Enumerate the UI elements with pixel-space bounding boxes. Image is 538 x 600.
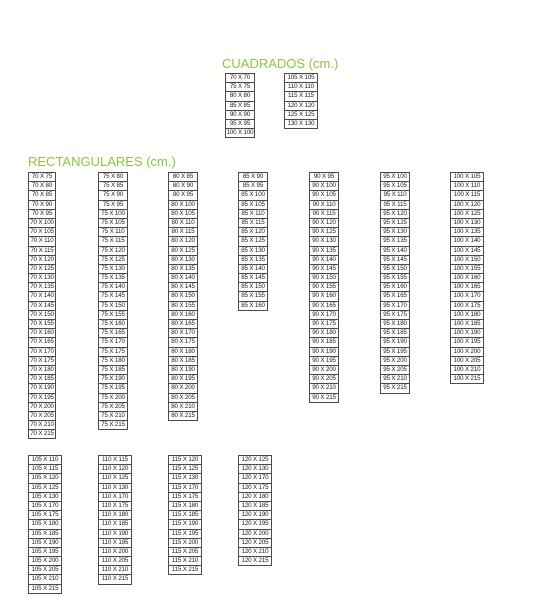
size-cell: 100 X 185: [451, 320, 483, 329]
size-cell: 75 X 170: [99, 338, 127, 347]
size-cell: 80 X 120: [169, 237, 197, 246]
size-cell: 100 X 145: [451, 247, 483, 256]
size-cell: 80 X 95: [169, 191, 197, 200]
rectangulares-column-4: [238, 172, 268, 311]
size-cell: 110 X 205: [99, 557, 131, 566]
rectangulares-column-3: [168, 172, 198, 421]
size-cell: 95 X 200: [381, 357, 409, 366]
size-cell: 120 X 170: [239, 474, 271, 483]
size-cell: 90 X 100: [310, 182, 338, 191]
size-cell: 100 X 135: [451, 228, 483, 237]
size-cell: 100 X 205: [451, 357, 483, 366]
size-cell: 70 X 110: [29, 237, 55, 246]
size-cell: 100 X 190: [451, 329, 483, 338]
size-cell: 95 X 190: [381, 338, 409, 347]
size-cell: 75 X 100: [99, 210, 127, 219]
size-cell: 105 X 180: [29, 520, 61, 529]
size-cell: 70 X 200: [29, 403, 55, 412]
size-cell: 70 X 145: [29, 302, 55, 311]
size-cell: 70 X 180: [29, 366, 55, 375]
size-cell: 80 X 80: [226, 92, 254, 101]
size-cell: 70 X 70: [226, 74, 254, 83]
size-cell: 115 X 130: [169, 474, 201, 483]
size-cell: 95 X 150: [381, 265, 409, 274]
size-cell: 80 X 215: [171, 411, 195, 419]
size-cell: 80 X 185: [169, 357, 197, 366]
size-cell: 115 X 120: [169, 456, 201, 465]
size-cell: 90 X 95: [310, 173, 338, 182]
size-cell: 95 X 95: [226, 120, 254, 129]
size-cell: 90 X 140: [310, 256, 338, 265]
size-cell: 80 X 200: [169, 384, 197, 393]
size-cell: 115 X 210: [169, 557, 201, 566]
size-cell: 110 X 120: [99, 465, 131, 474]
size-cell: 95 X 145: [381, 256, 409, 265]
size-cell: 90 X 90: [226, 111, 254, 120]
size-cell: 110 X 170: [99, 493, 131, 502]
size-cell: 100 X 100: [226, 129, 254, 137]
size-cell: 100 X 180: [451, 311, 483, 320]
size-cell: 100 X 155: [451, 265, 483, 274]
size-cell: 105 X 190: [29, 539, 61, 548]
size-cell: 70 X 105: [29, 228, 55, 237]
size-cell: 110 X 180: [99, 511, 131, 520]
size-cell: 120 X 200: [239, 530, 271, 539]
size-cell: 120 X 210: [239, 548, 271, 557]
size-cell: 70 X 80: [29, 182, 55, 191]
size-cell: 90 X 180: [310, 329, 338, 338]
size-cell: 100 X 170: [451, 292, 483, 301]
size-cell: 105 X 175: [29, 511, 61, 520]
size-cell: 90 X 190: [310, 348, 338, 357]
size-cell: 70 X 170: [29, 348, 55, 357]
size-cell: 95 X 105: [381, 182, 409, 191]
size-cell: 75 X 80: [99, 173, 127, 182]
size-cell: 105 X 110: [29, 456, 61, 465]
size-cell: 85 X 150: [239, 283, 267, 292]
size-cell: 110 X 130: [99, 484, 131, 493]
size-cell: 105 X 115: [29, 465, 61, 474]
size-cell: 110 X 190: [99, 530, 131, 539]
size-cell: 80 X 205: [169, 394, 197, 403]
size-cell: 110 X 115: [99, 456, 131, 465]
size-cell: 115 X 175: [169, 493, 201, 502]
size-cell: 70 X 90: [29, 201, 55, 210]
size-cell: 70 X 175: [29, 357, 55, 366]
size-cell: 100 X 140: [451, 237, 483, 246]
size-cell: 75 X 125: [99, 256, 127, 265]
size-cell: 85 X 155: [239, 292, 267, 301]
rectangulares-column-10: [168, 455, 202, 575]
size-cell: 75 X 215: [101, 421, 125, 429]
size-cell: 95 X 120: [381, 210, 409, 219]
size-cell: 85 X 160: [241, 301, 265, 309]
size-cell: 100 X 125: [451, 210, 483, 219]
size-cell: 85 X 100: [239, 191, 267, 200]
size-cell: 90 X 130: [310, 237, 338, 246]
size-cell: 115 X 115: [285, 92, 317, 101]
size-cell: 115 X 205: [169, 548, 201, 557]
size-cell: 80 X 115: [169, 228, 197, 237]
size-cell: 85 X 115: [239, 219, 267, 228]
size-cell: 90 X 170: [310, 311, 338, 320]
size-cell: 90 X 200: [310, 366, 338, 375]
size-cell: 70 X 205: [29, 412, 55, 421]
size-cell: 105 X 120: [29, 474, 61, 483]
size-cell: 90 X 185: [310, 338, 338, 347]
size-cell: 95 X 110: [381, 191, 409, 200]
size-cell: 80 X 210: [169, 403, 197, 412]
size-cell: 90 X 155: [310, 283, 338, 292]
size-cell: 95 X 140: [381, 247, 409, 256]
size-cell: 70 X 195: [29, 394, 55, 403]
size-cell: 75 X 85: [99, 182, 127, 191]
size-cell: 95 X 180: [381, 320, 409, 329]
size-cell: 90 X 110: [310, 201, 338, 210]
size-cell: 90 X 215: [312, 393, 336, 401]
size-cell: 95 X 165: [381, 292, 409, 301]
size-cell: 110 X 110: [285, 83, 317, 92]
size-cell: 70 X 100: [29, 219, 55, 228]
size-cell: 100 X 165: [451, 283, 483, 292]
size-cell: 110 X 215: [101, 575, 129, 583]
size-cell: 70 X 75: [29, 173, 55, 182]
size-cell: 80 X 100: [169, 201, 197, 210]
size-cell: 80 X 175: [169, 338, 197, 347]
size-cell: 85 X 140: [239, 265, 267, 274]
size-cell: 75 X 185: [99, 366, 127, 375]
size-cell: 110 X 200: [99, 548, 131, 557]
size-cell: 80 X 105: [169, 210, 197, 219]
size-cell: 95 X 195: [381, 348, 409, 357]
size-cell: 80 X 190: [169, 366, 197, 375]
size-cell: 115 X 190: [169, 520, 201, 529]
size-cell: 80 X 125: [169, 247, 197, 256]
size-cell: 70 X 125: [29, 265, 55, 274]
size-cell: 110 X 125: [99, 474, 131, 483]
size-cell: 120 X 190: [239, 511, 271, 520]
size-cell: 75 X 195: [99, 384, 127, 393]
size-cell: 90 X 150: [310, 274, 338, 283]
size-cell: 80 X 140: [169, 274, 197, 283]
rectangulares-column-11: [238, 455, 272, 566]
size-cell: 70 X 150: [29, 311, 55, 320]
size-cell: 100 X 120: [451, 201, 483, 210]
rectangulares-heading: RECTANGULARES (cm.): [28, 154, 176, 169]
size-cell: 85 X 125: [239, 237, 267, 246]
size-cell: 115 X 125: [169, 465, 201, 474]
rectangulares-column-1: [28, 172, 56, 439]
size-cell: 75 X 105: [99, 219, 127, 228]
size-cell: 70 X 160: [29, 329, 55, 338]
size-cell: 90 X 210: [310, 384, 338, 393]
size-cell: 95 X 175: [381, 311, 409, 320]
size-cell: 100 X 195: [451, 338, 483, 347]
size-cell: 80 X 85: [169, 173, 197, 182]
size-cell: 70 X 215: [30, 430, 54, 438]
size-cell: 90 X 195: [310, 357, 338, 366]
size-cell: 70 X 190: [29, 384, 55, 393]
size-cell: 75 X 95: [99, 201, 127, 210]
size-cell: 85 X 130: [239, 247, 267, 256]
size-cell: 85 X 110: [239, 210, 267, 219]
size-cell: 125 X 125: [285, 111, 317, 120]
size-cell: 75 X 120: [99, 247, 127, 256]
rectangulares-column-8: [28, 455, 62, 594]
size-cell: 95 X 130: [381, 228, 409, 237]
size-cell: 80 X 135: [169, 265, 197, 274]
size-cell: 80 X 145: [169, 283, 197, 292]
size-cell: 115 X 215: [171, 566, 199, 574]
rectangulares-column-9: [98, 455, 132, 585]
size-cell: 80 X 130: [169, 256, 197, 265]
size-cell: 115 X 185: [169, 511, 201, 520]
size-cell: 70 X 140: [29, 292, 55, 301]
size-cell: 105 X 105: [285, 74, 317, 83]
size-cell: 75 X 165: [99, 329, 127, 338]
size-cell: 70 X 185: [29, 375, 55, 384]
size-cell: 95 X 185: [381, 329, 409, 338]
size-cell: 105 X 200: [29, 557, 61, 566]
size-cell: 115 X 170: [169, 484, 201, 493]
size-cell: 75 X 210: [99, 412, 127, 421]
size-cell: 80 X 110: [169, 219, 197, 228]
size-cell: 120 X 120: [285, 102, 317, 111]
size-cell: 75 X 190: [99, 375, 127, 384]
size-cell: 100 X 175: [451, 302, 483, 311]
cuadrados-column-2: [284, 73, 318, 129]
size-cell: 80 X 160: [169, 311, 197, 320]
size-cell: 120 X 205: [239, 539, 271, 548]
size-cell: 70 X 85: [29, 191, 55, 200]
size-cell: 80 X 180: [169, 348, 197, 357]
size-cell: 95 X 125: [381, 219, 409, 228]
size-cell: 90 X 175: [310, 320, 338, 329]
size-cell: 75 X 150: [99, 302, 127, 311]
size-cell: 100 X 215: [453, 375, 481, 383]
size-cell: 70 X 135: [29, 283, 55, 292]
rectangulares-column-6: [380, 172, 410, 394]
size-cell: 105 X 210: [29, 575, 61, 584]
size-cell: 80 X 195: [169, 375, 197, 384]
size-cell: 75 X 110: [99, 228, 127, 237]
size-cell: 75 X 180: [99, 357, 127, 366]
size-cell: 90 X 120: [310, 219, 338, 228]
size-cell: 85 X 95: [239, 182, 267, 191]
size-cell: 100 X 160: [451, 274, 483, 283]
size-cell: 130 X 130: [287, 119, 315, 127]
size-cell: 110 X 185: [99, 520, 131, 529]
size-cell: 110 X 195: [99, 539, 131, 548]
size-cell: 90 X 145: [310, 265, 338, 274]
rectangulares-column-7: [450, 172, 484, 384]
size-cell: 90 X 105: [310, 191, 338, 200]
size-cell: 105 X 185: [29, 530, 61, 539]
size-cell: 100 X 210: [451, 366, 483, 375]
size-cell: 120 X 215: [241, 557, 269, 565]
size-cell: 75 X 135: [99, 274, 127, 283]
size-cell: 85 X 120: [239, 228, 267, 237]
size-cell: 95 X 160: [381, 283, 409, 292]
size-cell: 90 X 135: [310, 247, 338, 256]
size-cell: 85 X 105: [239, 201, 267, 210]
size-cell: 70 X 95: [29, 210, 55, 219]
rectangulares-column-5: [309, 172, 339, 403]
size-cell: 95 X 115: [381, 201, 409, 210]
size-cell: 85 X 135: [239, 256, 267, 265]
rectangulares-column-2: [98, 172, 128, 430]
size-cell: 100 X 105: [451, 173, 483, 182]
size-cell: 120 X 195: [239, 520, 271, 529]
size-cell: 105 X 195: [29, 548, 61, 557]
size-cell: 110 X 175: [99, 502, 131, 511]
cuadrados-heading: CUADRADOS (cm.): [222, 56, 339, 71]
size-cell: 105 X 125: [29, 484, 61, 493]
size-cell: 85 X 90: [239, 173, 267, 182]
size-cell: 115 X 200: [169, 539, 201, 548]
size-cell: 90 X 205: [310, 375, 338, 384]
size-cell: 75 X 140: [99, 283, 127, 292]
size-cell: 90 X 165: [310, 302, 338, 311]
size-cell: 110 X 210: [99, 566, 131, 575]
size-cell: 70 X 120: [29, 256, 55, 265]
size-cell: 90 X 125: [310, 228, 338, 237]
size-cell: 85 X 145: [239, 274, 267, 283]
size-cell: 90 X 115: [310, 210, 338, 219]
size-cell: 120 X 185: [239, 502, 271, 511]
size-cell: 100 X 130: [451, 219, 483, 228]
size-cell: 105 X 215: [31, 584, 59, 592]
size-cell: 95 X 100: [381, 173, 409, 182]
size-cell: 100 X 115: [451, 191, 483, 200]
size-cell: 115 X 195: [169, 530, 201, 539]
size-cell: 90 X 160: [310, 292, 338, 301]
cuadrados-column-1: [225, 73, 255, 138]
size-cell: 75 X 175: [99, 348, 127, 357]
size-cell: 70 X 210: [29, 421, 55, 430]
size-cell: 75 X 145: [99, 292, 127, 301]
size-cell: 105 X 170: [29, 502, 61, 511]
size-cell: 100 X 200: [451, 348, 483, 357]
size-cell: 105 X 130: [29, 493, 61, 502]
size-cell: 100 X 110: [451, 182, 483, 191]
size-cell: 95 X 215: [383, 384, 407, 392]
size-cell: 95 X 155: [381, 274, 409, 283]
size-cell: 80 X 155: [169, 302, 197, 311]
size-cell: 120 X 130: [239, 465, 271, 474]
size-cell: 100 X 150: [451, 256, 483, 265]
size-cell: 120 X 175: [239, 484, 271, 493]
size-cell: 70 X 165: [29, 338, 55, 347]
size-cell: 75 X 205: [99, 403, 127, 412]
size-cell: 75 X 155: [99, 311, 127, 320]
size-cell: 80 X 90: [169, 182, 197, 191]
size-cell: 95 X 170: [381, 302, 409, 311]
size-cell: 70 X 155: [29, 320, 55, 329]
size-cell: 75 X 200: [99, 394, 127, 403]
size-cell: 95 X 210: [381, 375, 409, 384]
size-cell: 95 X 135: [381, 237, 409, 246]
size-cell: 70 X 130: [29, 274, 55, 283]
size-cell: 95 X 205: [381, 366, 409, 375]
size-cell: 120 X 125: [239, 456, 271, 465]
size-cell: 75 X 115: [99, 237, 127, 246]
size-cell: 115 X 180: [169, 502, 201, 511]
size-cell: 120 X 180: [239, 493, 271, 502]
size-cell: 75 X 130: [99, 265, 127, 274]
size-cell: 105 X 205: [29, 566, 61, 575]
size-cell: 75 X 75: [226, 83, 254, 92]
size-cell: 75 X 160: [99, 320, 127, 329]
size-cell: 70 X 115: [29, 247, 55, 256]
size-cell: 80 X 150: [169, 292, 197, 301]
size-cell: 85 X 85: [226, 102, 254, 111]
size-cell: 80 X 170: [169, 329, 197, 338]
size-cell: 75 X 90: [99, 191, 127, 200]
size-cell: 80 X 165: [169, 320, 197, 329]
